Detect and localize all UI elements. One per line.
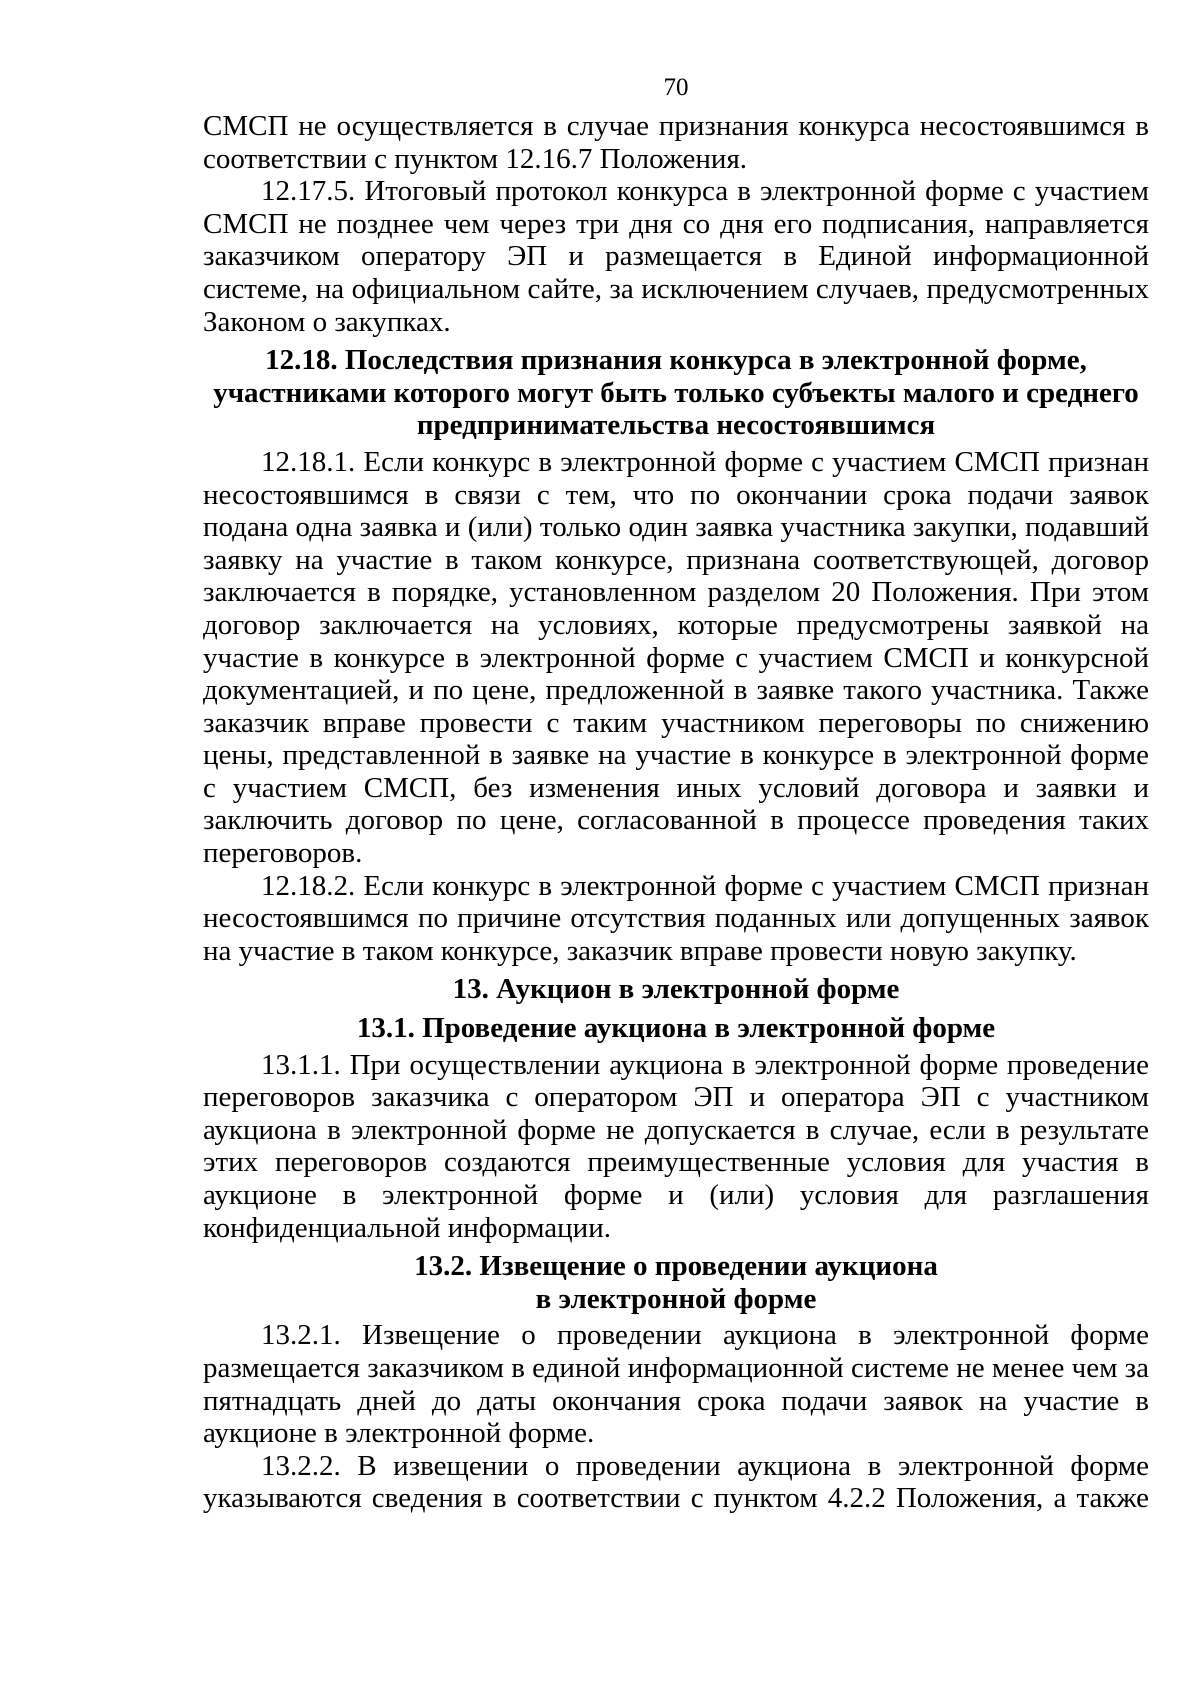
- heading-line: 13. Аукцион в электронной форме: [452, 973, 900, 1006]
- paragraph-13-2-1: 13.2.1. Извещение о проведении аукциона в электронной форме размещается заказчиком в единой информационной системе не менее чем за пятнадцать дней до даты окончания срока подачи заявок на участие в аукционе в электронной форме.: [203, 1319, 1149, 1450]
- heading-line: 13.2. Извещение о проведении аукциона: [414, 1250, 938, 1283]
- section-heading-13-1: [203, 1012, 1149, 1045]
- paragraph-12-18-1: 12.18.1. Если конкурс в электронной форме с участием СМСП признан несостоявшимся в связи с тем, что по окончании срока подачи заявок подана одна заявка и (или) только один заявка участника закупки, подавший заявку на участие в таком конкурсе, признана соответствующей, договор заключается в порядке, установленном разделом 20 Положения. При этом договор заключается на условиях, которые предусмотрены заявкой на участие в конкурсе в электронной форме с участием СМСП и конкурсной документацией, и по цене, предложенной в заявке такого участника. Также заказчик вправе провести с таким участником переговоры по снижению цены, представленной в заявке на участие в конкурсе в электронной форме с участием СМСП, без изменения иных условий договора и заявки и заключить договор по цене, согласованной в процессе проведения таких переговоров.: [203, 445, 1149, 870]
- paragraph-smsp-continuation: СМСП не осуществляется в случае признания конкурса несостоявшимся в соответствии с пунктом 12.16.7 Положения.: [203, 110, 1149, 175]
- heading-line: участниками которого могут быть только субъекты малого и среднего: [213, 376, 1139, 409]
- heading-line: 12.18. Последствия признания конкурса в электронной форме,: [265, 344, 1087, 377]
- heading-line: предпринимательства несостоявшимся: [416, 409, 936, 442]
- section-heading-12-18: [203, 344, 1149, 442]
- section-heading-13-2: [203, 1250, 1149, 1315]
- heading-line: 13.1. Проведение аукциона в электронной форме: [356, 1012, 996, 1045]
- paragraph-13-1-1: 13.1.1. При осуществлении аукциона в электронной форме проведение переговоров заказчика с оператором ЭП и оператора ЭП с участником аукциона в электронной форме не допускается в случае, если в результате этих переговоров создаются преимущественные условия для участия в аукционе в электронной форме и (или) условия для разглашения конфиденциальной информации.: [203, 1048, 1149, 1244]
- section-heading-13: [203, 973, 1149, 1006]
- paragraph-13-2-2: 13.2.2. В извещении о проведении аукциона в электронной форме указываются сведения в соответствии с пунктом 4.2.2 Положения, а также: [203, 1449, 1149, 1515]
- paragraph-12-18-2: 12.18.2. Если конкурс в электронной форме с участием СМСП признан несостоявшимся по причине отсутствия поданных или допущенных заявок на участие в таком конкурсе, заказчик вправе провести новую закупку.: [203, 869, 1149, 967]
- page-number: 70: [663, 74, 689, 101]
- heading-line: в электронной форме: [535, 1282, 817, 1315]
- paragraph-12-17-5: 12.17.5. Итоговый протокол конкурса в электронной форме с участием СМСП не позднее чем через три дня со дня его подписания, направляется заказчиком оператору ЭП и размещается в Единой информационной системе, на официальном сайте, за исключением случаев, предусмотренных Законом о закупках.: [203, 175, 1149, 338]
- document-page: [203, 68, 1149, 1515]
